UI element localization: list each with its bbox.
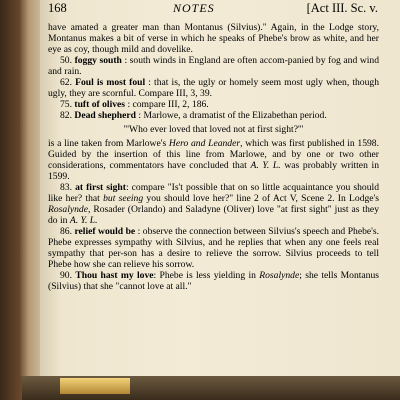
note-term: Foul is most foul <box>75 77 146 88</box>
note-text: : Marlowe, a dramatist of the Elizabethan period. <box>138 110 327 121</box>
continuation-paragraph <box>48 22 379 55</box>
act-scene-reference: [Act III. Sc. v. <box>306 1 378 15</box>
quoted-line: "'Who ever loved that loved not at first sight?'" <box>123 124 304 135</box>
note-50 <box>48 55 379 77</box>
note-term: Dead shepherd <box>74 110 136 121</box>
note-number: 75. <box>60 99 72 110</box>
note-text: : compare III, 2, 186. <box>127 99 209 110</box>
note-90 <box>48 270 379 292</box>
note-83 <box>48 182 379 226</box>
book-binding <box>0 0 22 400</box>
commentary-text: is a line taken from Marlowe's <box>48 138 169 149</box>
text-line: speaks of Phebe's brow as white, and her eye as coy, though <box>48 33 380 55</box>
work-title: Hero and Leander <box>168 138 241 149</box>
note-term: at first sight <box>75 182 126 193</box>
note-term: foggy south <box>74 55 122 66</box>
note-term: relief would be <box>74 226 136 237</box>
note-text: ; she tells Montanus (Silvius) that she "cannot love at all." <box>48 270 380 292</box>
note-number: 86. <box>60 226 72 237</box>
play-abbreviation: A. Y. L. <box>69 215 98 226</box>
note-82 <box>48 110 379 121</box>
commentary-text: was probably written in 1599. <box>48 160 380 182</box>
note-text: : that is, the ugly or homely seem most ugly when, though ugly, they are scornful. Compare III, 3, 39. <box>48 77 379 99</box>
note-62 <box>48 77 379 99</box>
note-text: : south winds in England are often accom-panied by fog and wind and rain. <box>48 55 380 77</box>
note-text: : observe the connection between Silvius's speech and Phebe's. Phebe expresses sympathy with Silvius, and he replies that when any one feels real sympathy that per-son has a desire to relieve the sorrow. Silvius proceeds to tell Phebe how she can relieve his sorrow. <box>48 226 379 270</box>
page-number: 168 <box>48 1 67 15</box>
running-header <box>48 1 378 17</box>
note-number: 90. <box>60 270 72 281</box>
text-line: in the Lodge story, Montanus makes a bit of verse in which he <box>48 22 379 44</box>
running-title: NOTES <box>173 1 215 15</box>
page-gutter <box>20 0 42 376</box>
note-number: 62. <box>60 77 72 88</box>
quote-commentary <box>48 138 379 182</box>
note-term: Thou hast my love <box>75 270 154 281</box>
note-text: , Rosader (Orlando) and Saladyne (Oliver) love "at first sight" just as they do in <box>48 204 379 226</box>
note-number: 50. <box>60 55 72 66</box>
note-75 <box>48 99 379 110</box>
gilt-object <box>60 378 130 394</box>
note-number: 83. <box>60 182 72 193</box>
note-number: 82. <box>60 110 72 121</box>
note-text: : compare "Is't possible that on so little acquaintance you should like her? that <box>48 182 379 204</box>
note-text: : Phebe is less yielding in <box>153 270 260 281</box>
text-line: have amated a greater man than Montanus (Silvius)." Again, <box>48 22 297 33</box>
note-text: you should love her?" line 2 of Act V, Scene 2. In Lodge's <box>143 193 380 204</box>
work-title: Rosalynde <box>259 270 300 281</box>
note-term: tuft of olives <box>74 99 126 110</box>
work-title: Rosalynde <box>48 204 88 215</box>
notes-body <box>48 22 379 292</box>
emphasis: but seeing <box>103 193 144 204</box>
text-line: mild and dovelike. <box>121 44 193 55</box>
play-abbreviation: A. Y. L. <box>250 160 281 171</box>
commentary-text: , which was first published in 1598. Guided by the insertion of this line from Marlowe, and by one or two other considerations, commentators have concluded that <box>48 138 380 171</box>
note-86 <box>48 226 379 270</box>
